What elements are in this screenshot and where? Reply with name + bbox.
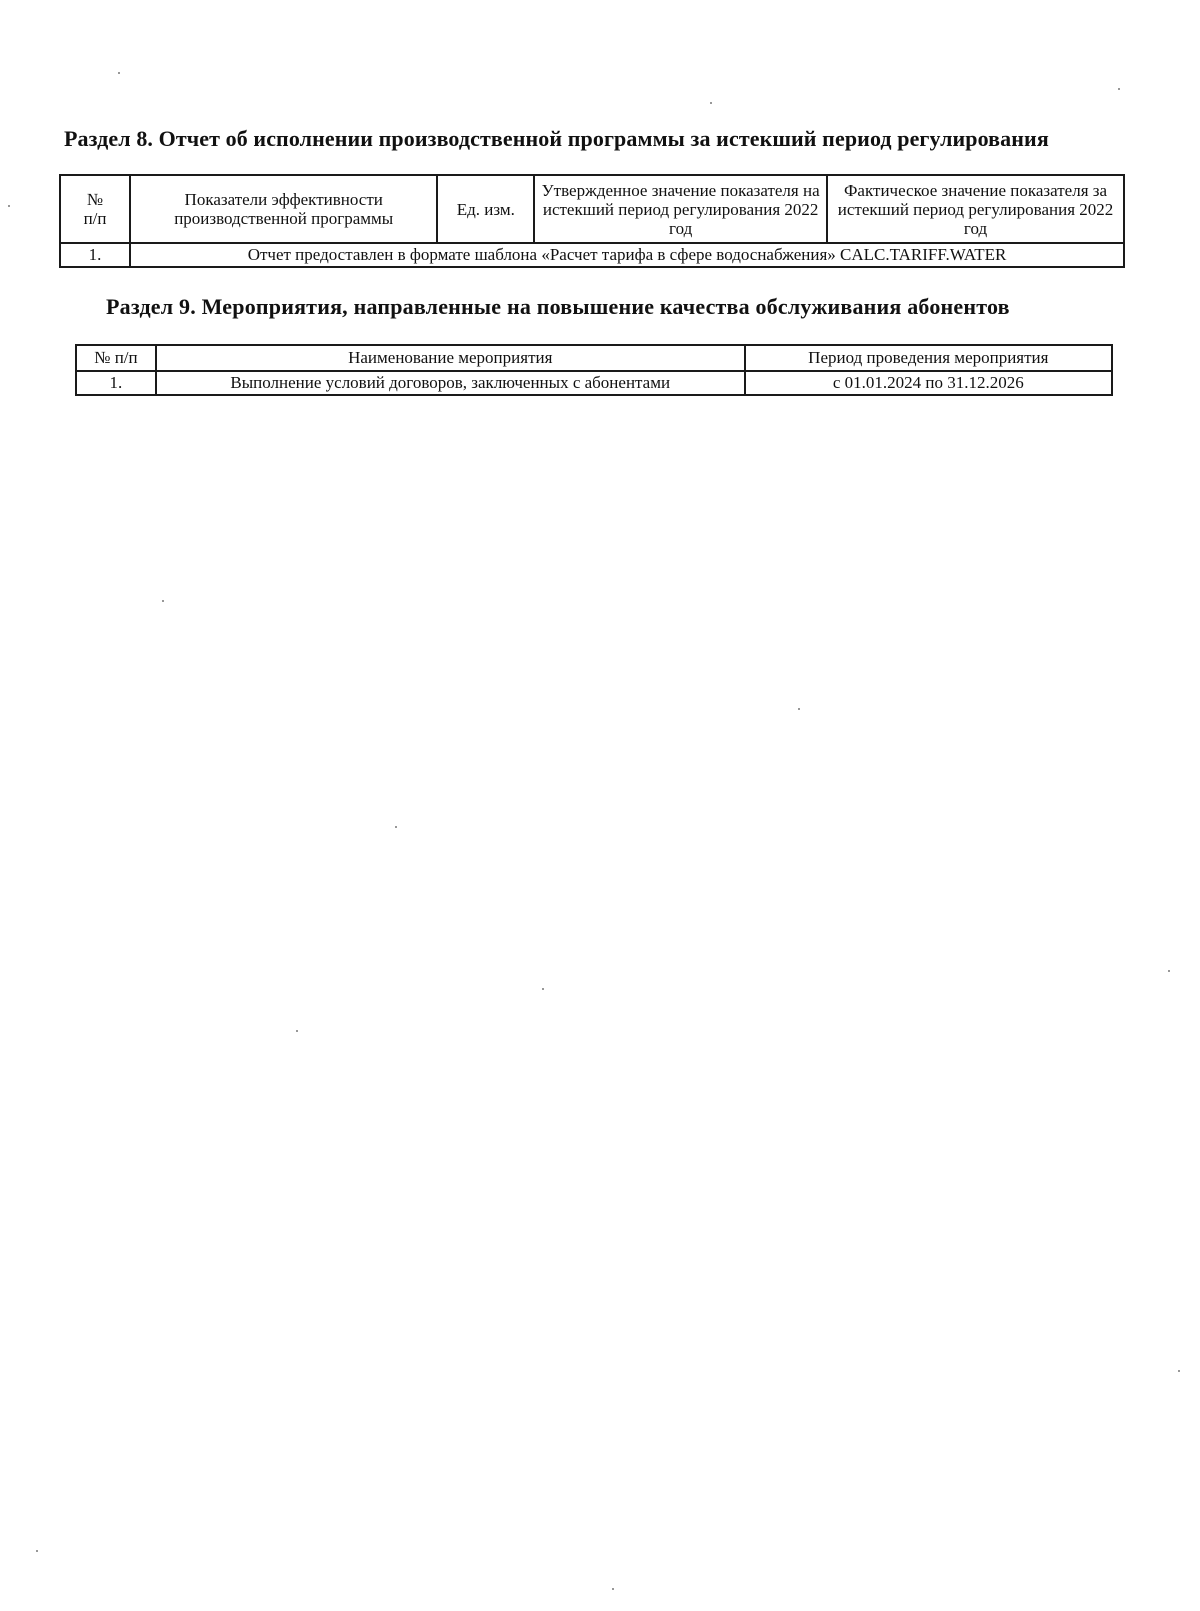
- header-indicators: Показатели эффективности производственной программы: [130, 175, 437, 243]
- scan-speck: [798, 708, 800, 710]
- scan-speck: [118, 72, 120, 74]
- header-actual-value: Фактическое значение показателя за истекший период регулирования 2022 год: [827, 175, 1124, 243]
- scan-speck: [162, 600, 164, 602]
- scan-speck: [1168, 970, 1170, 972]
- header-approved-value: Утвержденное значение показателя на истекший период регулирования 2022 год: [534, 175, 827, 243]
- row-num: 1.: [76, 371, 156, 395]
- section-9-title: Раздел 9. Мероприятия, направленные на повышение качества обслуживания абонентов: [106, 294, 1010, 319]
- section-9-table: [75, 344, 1113, 396]
- table-row: [76, 371, 1112, 395]
- header-num: [60, 175, 130, 243]
- scan-speck: [1178, 1370, 1180, 1372]
- row-report-text: Отчет предоставлен в формате шаблона «Расчет тарифа в сфере водоснабжения» CALC.TARIFF.WATER: [130, 243, 1124, 267]
- header-num-line2: п/п: [83, 209, 107, 228]
- scan-speck: [296, 1030, 298, 1032]
- section-8-title: Раздел 8. Отчет об исполнении производственной программы за истекший период регулирования: [64, 126, 1049, 151]
- scan-speck: [36, 1550, 38, 1552]
- table-header-row: [60, 175, 1124, 243]
- row-activity-period: с 01.01.2024 по 31.12.2026: [745, 371, 1112, 395]
- row-num: 1.: [60, 243, 130, 267]
- scan-speck: [1118, 88, 1120, 90]
- header-activity-name: Наименование мероприятия: [156, 345, 745, 371]
- scan-speck: [612, 1588, 614, 1590]
- scan-speck: [710, 102, 712, 104]
- section-8-table: [59, 174, 1125, 268]
- table-header-row: [76, 345, 1112, 371]
- header-num-line1: №: [86, 190, 104, 209]
- header-activity-period: Период проведения мероприятия: [745, 345, 1112, 371]
- header-unit: Ед. изм.: [437, 175, 534, 243]
- table-row: [60, 243, 1124, 267]
- scan-speck: [395, 826, 397, 828]
- header-num: № п/п: [76, 345, 156, 371]
- scan-speck: [8, 205, 10, 207]
- scan-speck: [542, 988, 544, 990]
- row-activity-name: Выполнение условий договоров, заключенных с абонентами: [156, 371, 745, 395]
